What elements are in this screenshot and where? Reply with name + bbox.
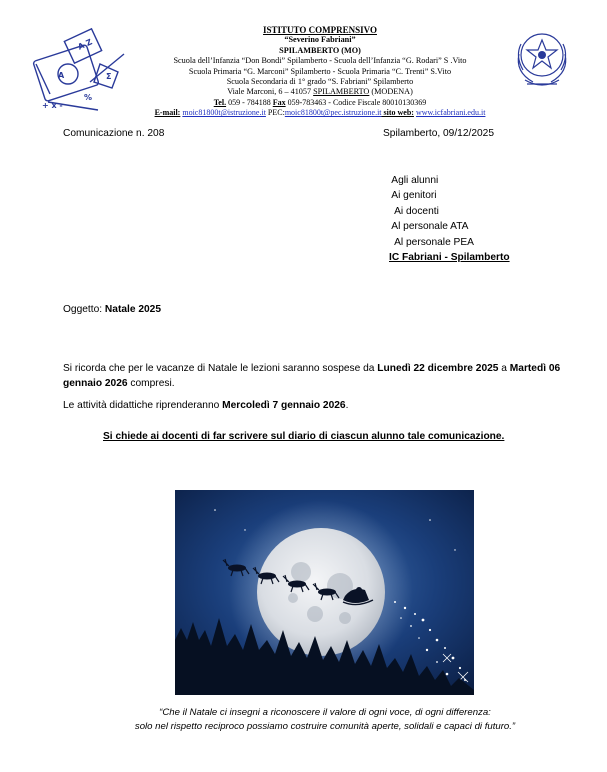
pec-link[interactable]: moic81800t@pec.istruzione.it	[284, 108, 382, 118]
body-paragraph-2	[63, 398, 563, 413]
letterhead-email-web	[140, 108, 500, 118]
body-p2-end: .	[345, 399, 349, 411]
address-city: SPILAMBERTO	[313, 87, 370, 97]
letterhead-school-line-1: Scuola dell’Infanzia “Don Bondi” Spilamberto - Scuola dell’Infanzia “G. Rodari” S .Vito	[173, 56, 467, 66]
letterhead-address	[140, 87, 500, 97]
letterhead-phone-fax	[140, 98, 500, 108]
svg-text:A: A	[58, 71, 65, 80]
recipient-item: Al personale ATA	[389, 221, 469, 233]
body-paragraph-1	[63, 361, 563, 392]
address-province: (MODENA)	[369, 87, 413, 97]
website-link[interactable]: www.icfabriani.edu.it	[415, 108, 486, 118]
letterhead-subtitle: “Severino Fabriani”	[284, 35, 356, 45]
resume-date: Mercoledì 7 gennaio 2026	[222, 399, 346, 411]
recipient-item: Al personale PEA	[389, 236, 474, 248]
pec-label: PEC:	[265, 108, 285, 118]
body-p2-start: Le attività didattiche riprenderanno	[63, 399, 223, 411]
body-p1-end: compresi.	[127, 378, 175, 390]
web-label: sito web:	[381, 108, 414, 118]
svg-text:Σ: Σ	[106, 72, 112, 81]
svg-text:+ x -: + x -	[42, 101, 63, 110]
body-p1-start: Si ricorda che per le vacanze di Natale le lezioni saranno sospese da	[63, 363, 378, 374]
communication-number: Comunicazione n. 208	[63, 128, 165, 139]
letterhead-school-line-3: Scuola Secondaria di 1° grado “S. Fabriani” Spilamberto	[226, 77, 414, 87]
email-label: E-mail:	[154, 108, 181, 118]
body-text	[63, 361, 563, 413]
school-logo	[28, 24, 132, 116]
christmas-quote	[63, 706, 587, 734]
svg-text:A Z: A Z	[76, 37, 94, 52]
quote-line-1: “Che il Natale ci insegni a riconoscere il valore di ogni voce, di ogni differenza:	[159, 707, 491, 718]
subject-label: Oggetto:	[63, 304, 105, 315]
christmas-night-image	[175, 490, 474, 695]
letterhead-title: ISTITUTO COMPRENSIVO	[263, 25, 377, 35]
subject-value: Natale 2025	[104, 304, 161, 315]
holiday-end-date: Martedì 06 gennaio 2026	[63, 363, 561, 390]
communication-date: Spilamberto, 09/12/2025	[383, 128, 495, 139]
holiday-start-date: Lunedì 22 dicembre 2025	[377, 363, 499, 374]
subject-line	[63, 304, 161, 315]
recipient-item: Ai docenti	[389, 205, 439, 217]
recipient-item: Ai genitori	[389, 190, 437, 202]
recipients-list	[389, 173, 510, 265]
recipient-school: IC Fabriani - Spilamberto	[389, 252, 510, 264]
republic-emblem	[511, 24, 573, 90]
recipient-item: Agli alunni	[389, 175, 439, 186]
address-street: Viale Marconi, 6 – 41057	[227, 87, 314, 97]
letterhead	[140, 25, 500, 119]
fax-label: Fax	[272, 97, 286, 107]
svg-text:%: %	[84, 93, 93, 102]
letterhead-school-line-2: Scuola Primaria “G. Marconi” Spilamberto - Scuola Primaria “C. Trenti” S.Vito	[188, 66, 452, 76]
body-p1-mid: a	[498, 363, 510, 374]
letterhead-city: SPILAMBERTO (MO)	[279, 45, 361, 55]
tel-value: 059 - 784188	[226, 97, 273, 107]
teacher-request: Si chiede ai docenti di far scrivere sul diario di ciascun alunno tale comunicazione.	[103, 431, 505, 442]
email-link[interactable]: moic81800t@istruzione.it	[182, 108, 266, 118]
quote-line-2: solo nel rispetto reciproco possiamo costruire comunità aperte, solidali e capaci di futuro.”	[134, 721, 516, 732]
fax-value: 059-783463 - Codice Fiscale 80010130369	[285, 97, 427, 107]
tel-label: Tel.	[213, 97, 227, 107]
